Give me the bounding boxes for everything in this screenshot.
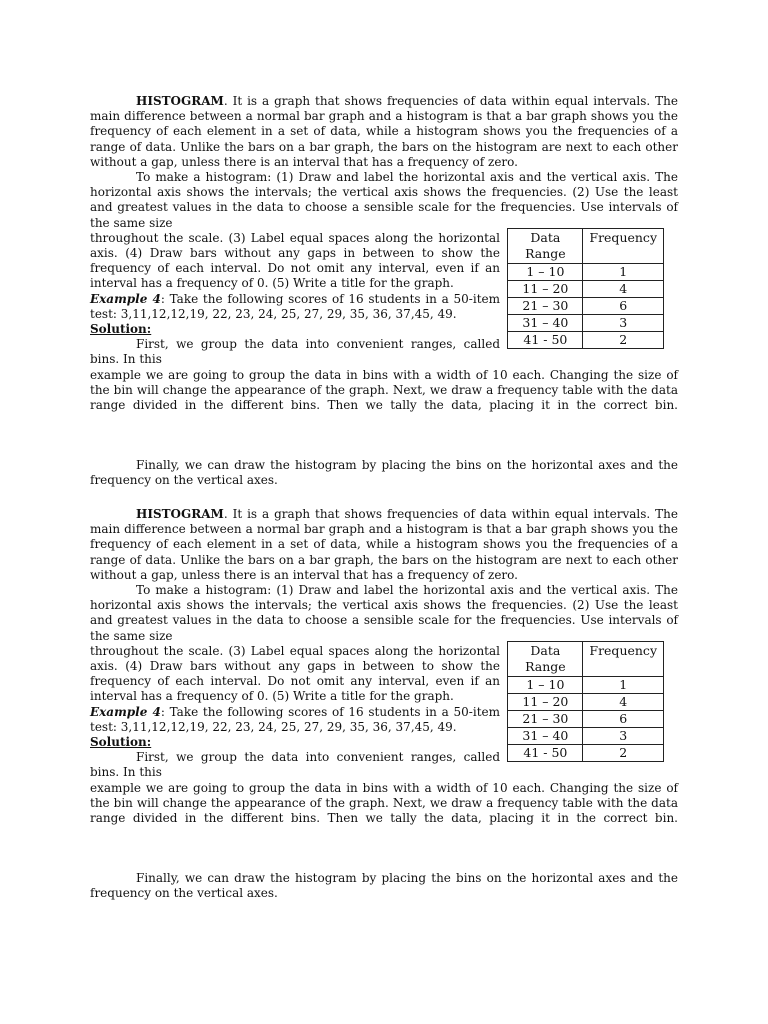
term-histogram: HISTOGRAM	[136, 94, 224, 108]
range-cell: 1 – 10	[508, 263, 583, 280]
frequency-cell: 6	[583, 710, 664, 727]
steps-paragraph: To make a histogram: (1) Draw and label the horizontal axis and the vertical axis. The horizontal axis shows the intervals; the vertical axis shows the frequencies. (2) Use the least and greatest values in the data to choose a sensible scale for the frequencies. Use intervals of the same size	[90, 583, 678, 643]
table-wrap	[90, 231, 678, 368]
range-cell: 21 – 30	[508, 710, 583, 727]
table-wrap	[90, 644, 678, 781]
frequency-cell: 3	[583, 727, 664, 744]
finally-paragraph: Finally, we can draw the histogram by placing the bins on the horizontal axes and the frequency on the vertical axes.	[90, 871, 678, 901]
column-header-data-range: Data Range	[508, 228, 583, 263]
table-row	[508, 710, 664, 727]
frequency-table	[507, 641, 664, 762]
table-header-row	[508, 641, 664, 676]
first-paragraph-rest: example we are going to group the data in bins with a width of 10 each. Changing the size of the bin will change the appearance of the graph. Next, we draw a frequency table with the data range divided in the different bins. Then we tally the data, placing it in the correct bin.	[90, 367, 678, 413]
table-row	[508, 263, 664, 280]
range-cell: 31 – 40	[508, 314, 583, 331]
table-row	[508, 314, 664, 331]
range-cell: 1 – 10	[508, 676, 583, 693]
table-header-row	[508, 228, 664, 263]
frequency-cell: 4	[583, 693, 664, 710]
example-paragraph	[90, 705, 500, 735]
solution-label: Solution:	[90, 322, 152, 337]
frequency-cell: 2	[583, 744, 664, 761]
intro-text: . It is a graph that shows frequencies of data within equal intervals. The main difference between a normal bar graph and a histogram is that a bar graph shows you the frequency of each element in a set of data, while a histogram shows you the frequencies of a range of data. Unlike the bars on a bar graph, the bars on the histogram are next to each other without a gap, unless there is an interval that has a frequency of zero.	[90, 507, 678, 582]
example-text: : Take the following scores of 16 students in a 50-item test: 3,11,12,12,19, 22, 23, 24, 25, 27, 29, 35, 36, 37,45, 49.	[90, 291, 500, 321]
table-row	[508, 744, 664, 761]
first-line: First, we group the data into convenient ranges, called bins. In this	[90, 337, 500, 367]
table-row	[508, 727, 664, 744]
range-cell: 31 – 40	[508, 727, 583, 744]
example-paragraph	[90, 292, 500, 322]
table-row	[508, 693, 664, 710]
example-label: Example 4	[90, 704, 161, 719]
column-header-frequency: Frequency	[583, 641, 664, 676]
range-cell: 41 - 50	[508, 331, 583, 348]
histogram-section-2	[90, 507, 678, 902]
steps-continued: throughout the scale. (3) Label equal spaces along the horizontal axis. (4) Draw bars without any gaps in between to show the frequency of each interval. Do not omit any interval, even if an interval has a frequency of 0. (5) Write a title for the graph.	[90, 230, 500, 291]
frequency-table	[507, 228, 664, 349]
intro-text: . It is a graph that shows frequencies of data within equal intervals. The main difference between a normal bar graph and a histogram is that a bar graph shows you the frequency of each element in a set of data, while a histogram shows you the frequencies of a range of data. Unlike the bars on a bar graph, the bars on the histogram are next to each other without a gap, unless there is an interval that has a frequency of zero.	[90, 94, 678, 169]
range-cell: 11 – 20	[508, 280, 583, 297]
steps-paragraph: To make a histogram: (1) Draw and label the horizontal axis and the vertical axis. The horizontal axis shows the intervals; the vertical axis shows the frequencies. (2) Use the least and greatest values in the data to choose a sensible scale for the frequencies. Use intervals of the same size	[90, 170, 678, 230]
column-header-data-range: Data Range	[508, 641, 583, 676]
first-paragraph-rest: example we are going to group the data in bins with a width of 10 each. Changing the size of the bin will change the appearance of the graph. Next, we draw a frequency table with the data range divided in the different bins. Then we tally the data, placing it in the correct bin.	[90, 780, 678, 826]
first-line: First, we group the data into convenient ranges, called bins. In this	[90, 750, 500, 780]
table-row	[508, 676, 664, 693]
range-cell: 11 – 20	[508, 693, 583, 710]
frequency-cell: 4	[583, 280, 664, 297]
example-label: Example 4	[90, 291, 161, 306]
solution-label-line	[90, 322, 500, 337]
term-histogram: HISTOGRAM	[136, 507, 224, 521]
frequency-cell: 1	[583, 676, 664, 693]
frequency-cell: 2	[583, 331, 664, 348]
intro-paragraph	[90, 94, 678, 170]
frequency-cell: 6	[583, 297, 664, 314]
example-text: : Take the following scores of 16 students in a 50-item test: 3,11,12,12,19, 22, 23, 24, 25, 27, 29, 35, 36, 37,45, 49.	[90, 704, 500, 734]
intro-paragraph	[90, 507, 678, 583]
solution-label: Solution:	[90, 735, 152, 750]
frequency-cell: 1	[583, 263, 664, 280]
range-cell: 41 - 50	[508, 744, 583, 761]
steps-continued: throughout the scale. (3) Label equal spaces along the horizontal axis. (4) Draw bars without any gaps in between to show the frequency of each interval. Do not omit any interval, even if an interval has a frequency of 0. (5) Write a title for the graph.	[90, 643, 500, 704]
table-row	[508, 297, 664, 314]
finally-paragraph: Finally, we can draw the histogram by placing the bins on the horizontal axes and the frequency on the vertical axes.	[90, 458, 678, 488]
solution-label-line	[90, 735, 500, 750]
table-row	[508, 280, 664, 297]
frequency-cell: 3	[583, 314, 664, 331]
range-cell: 21 – 30	[508, 297, 583, 314]
table-row	[508, 331, 664, 348]
histogram-section-1	[90, 94, 678, 489]
column-header-frequency: Frequency	[583, 228, 664, 263]
